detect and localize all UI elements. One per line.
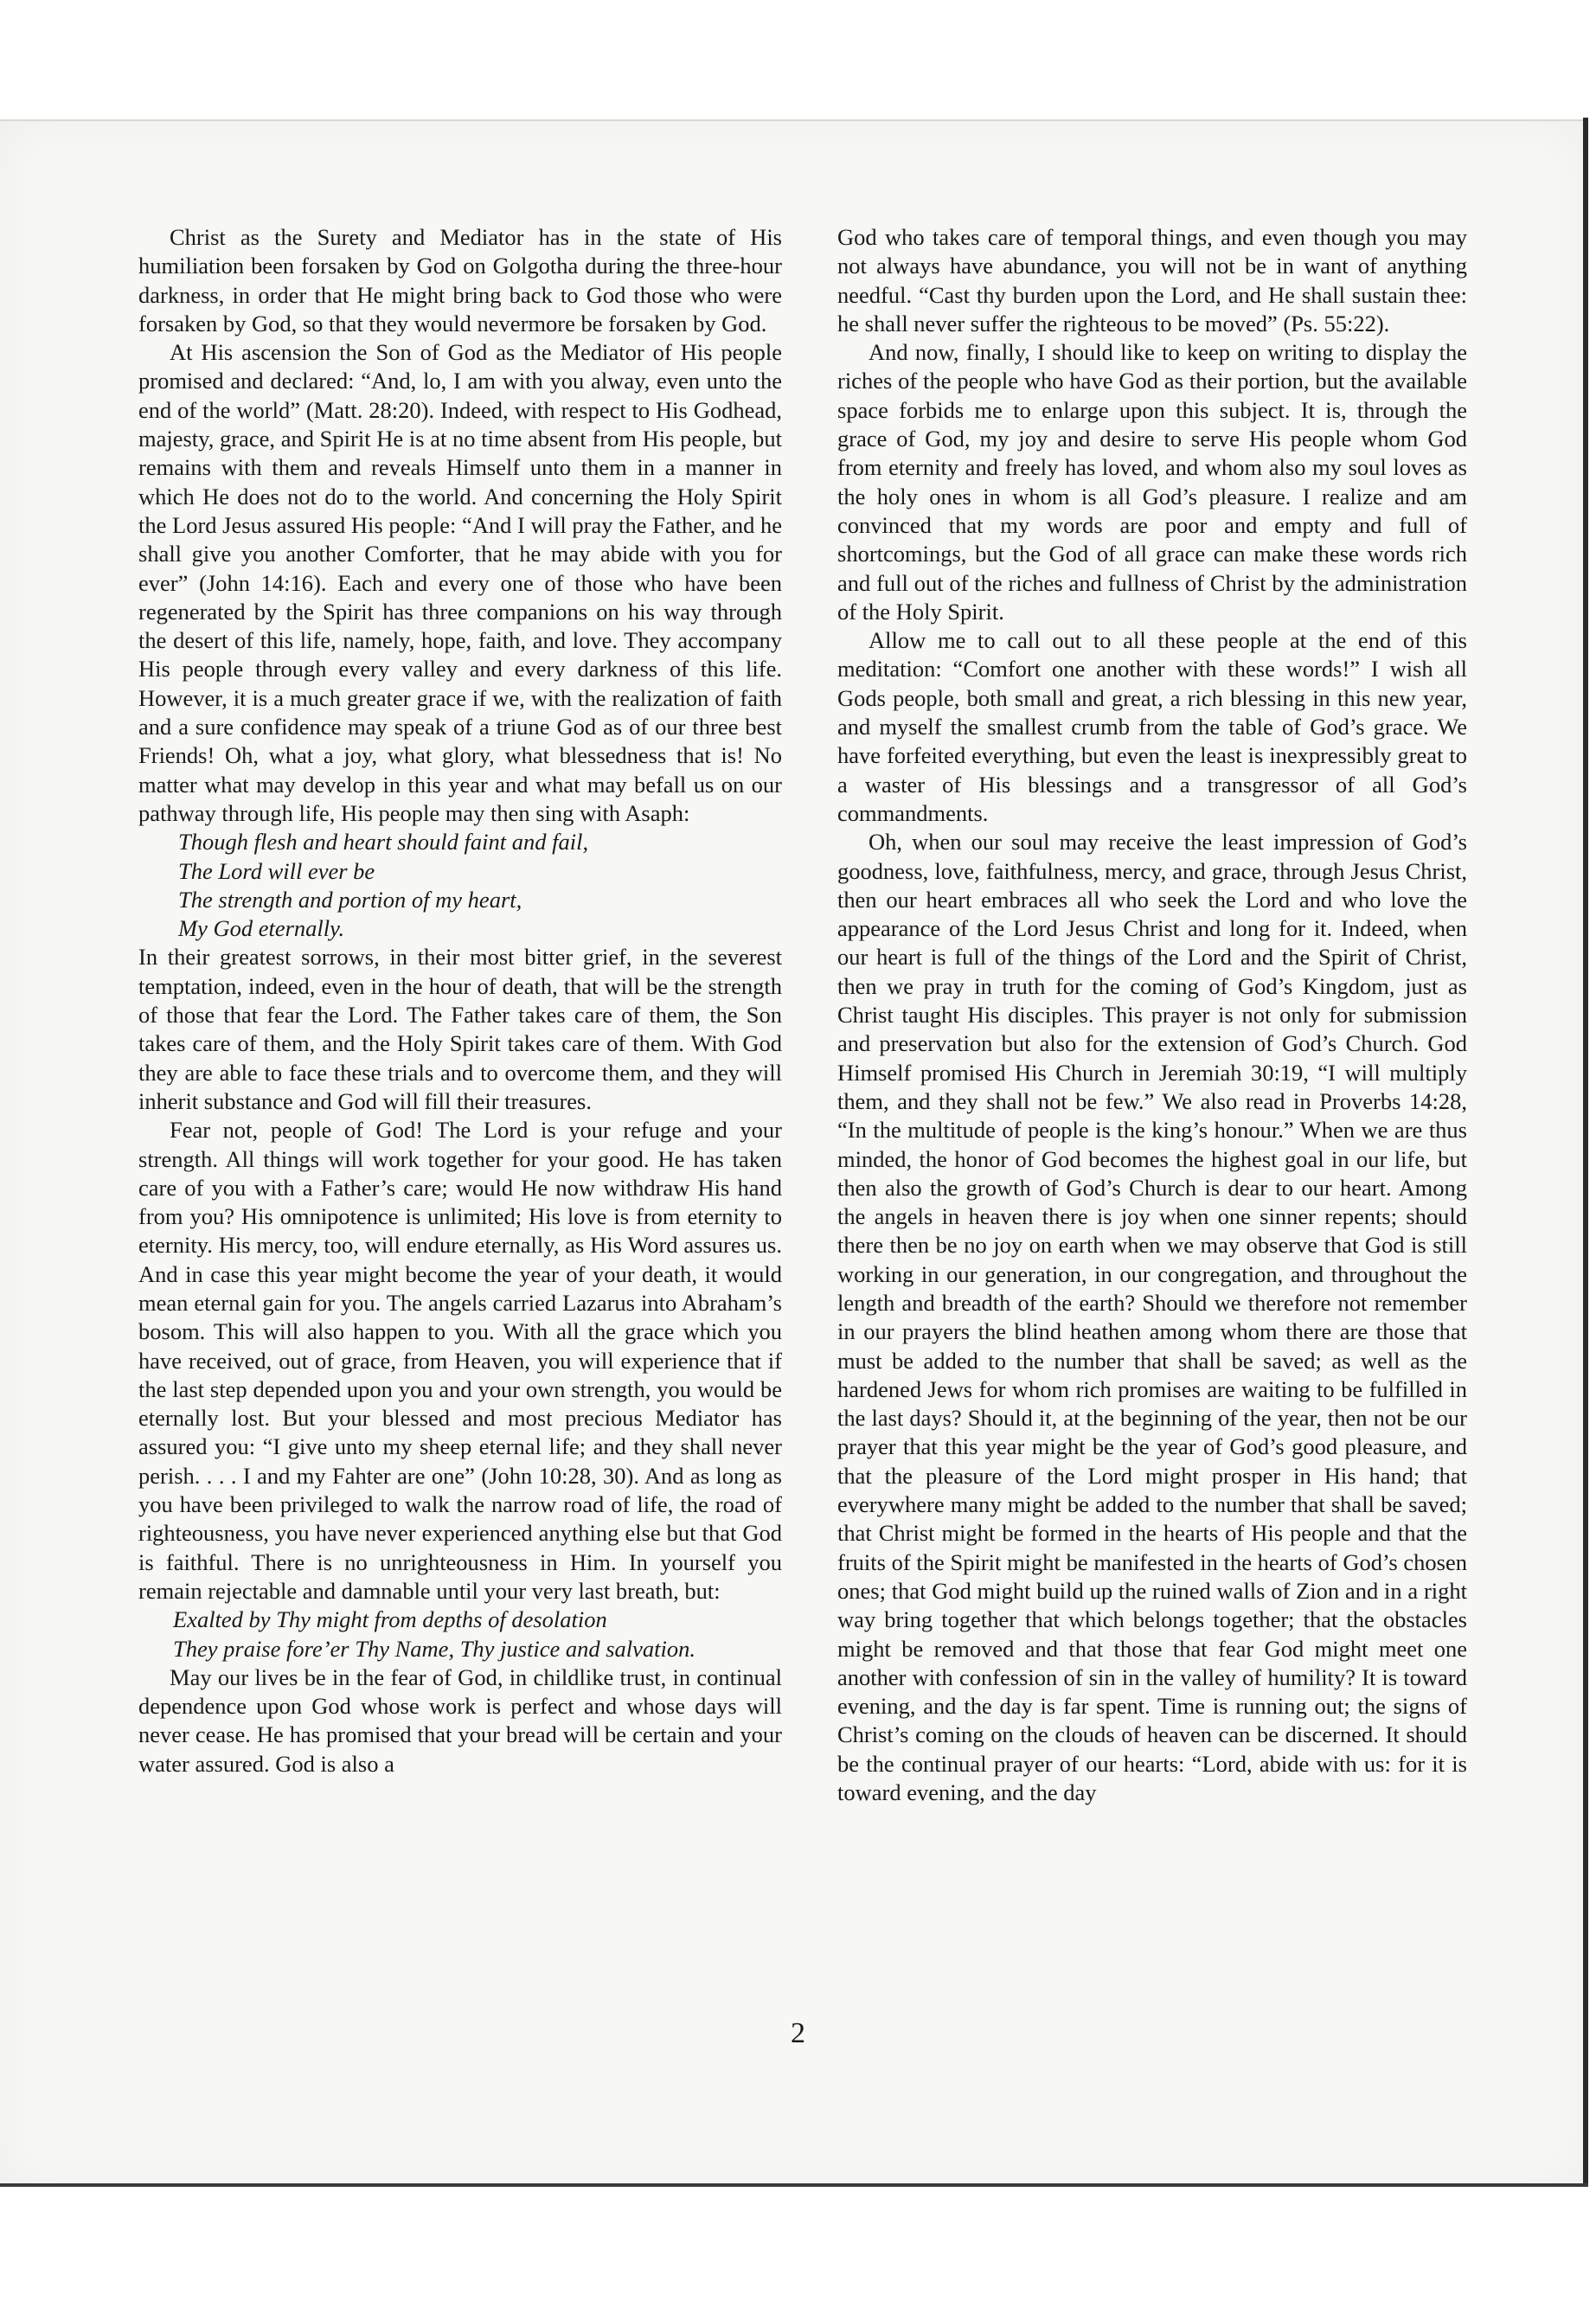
paragraph: May our lives be in the fear of God, in childlike trust, in continual dependence upon God whose work is perfect and whose days will never cease. He has promised that your bread will be certain and your water assured. God is also a — [138, 1663, 782, 1777]
paragraph: And now, finally, I should like to keep on writing to display the riches of the people who have God as their portion, but the available space forbids me to enlarge upon this subject. It is, through the grace of God, my joy and desire to serve His people whom God from eternity and freely has loved, and whom also my soul loves as the holy ones in whom is all God’s pleasure. I realize and am convinced that my words are poor and empty and full of shortcomings, but the God of all grace can make these words rich and full out of the riches and fullness of Christ by the administration of the Holy Spirit. — [837, 339, 1467, 625]
paragraph: In their greatest sorrows, in their most bitter grief, in the severest temptation, indeed, even in the hour of death, that will be the strength of those that fear the Lord. The Father takes care of them, the Son takes care of them, and the Holy Spirit takes care of them. With God they are able to face these trials and to overcome them, and they will inherit substance and God will fill their treasures. — [138, 944, 782, 1114]
paragraph: God who takes care of temporal things, and even though you may not always have abundance, you will not be in want of anything needful. “Cast thy burden upon the Lord, and He shall sustain thee: he shall never suffer the righteous to be moved” (Ps. 55:22). — [837, 224, 1467, 336]
paragraph: Fear not, people of God! The Lord is your refuge and your strength. All things will work together for your good. He has taken care of you with a Father’s care; would He now withdraw His hand from you? His omnipotence is unlimited; His love is from eternity to eternity. His mercy, too, will endure eternally, as His Word assures us. And in case this year might become the year of your death, it would mean eternal gain for you. The angels carried Lazarus into Abraham’s bosom. This will also happen to you. With all the grace which you have received, out of grace, from Heaven, you will experience that if the last step depended upon you and your own strength, you would be eternally lost. But your blessed and most precious Mediator has assured you: “I give unto my sheep eternal life; and they shall never perish. . . . I and my Fahter are one” (John 10:28, 30). And as long as you have been privileged to walk the narrow road of life, the road of righteousness, you have never experienced anything else but that God is faithful. There is no unrighteousness in Him. In yourself you remain rejectable and damnable until your very last breath, but: — [138, 1117, 782, 1604]
page-number: 2 — [791, 2017, 805, 2049]
paragraph: Allow me to call out to all these people at the end of this meditation: “Comfort one another with these words!” I wish all Gods people, both small and great, a rich blessing in this new year, and myself the smallest crumb from the table of God’s grace. We have forfeited everything, but even the least is inexpressibly great to a waster of His blessings and a transgressor of all God’s commandments. — [837, 627, 1467, 826]
verse-quote — [138, 1606, 782, 1663]
paragraph: At His ascension the Son of God as the Mediator of His people promised and declared: “And, lo, I am with you alway, even unto the end of the world” (Matt. 28:20). Indeed, with respect to His Godhead, majesty, grace, and Spirit He is at no time absent from His people, but remains with them and reveals Himself unto them in a manner in which He does not do to the world. And concerning the Holy Spirit the Lord Jesus assured His people: “And I will pray the Father, and he shall give you another Comforter, that he may abide with you for ever” (John 14:16). Each and every one of those who have been regenerated by the Spirit has three companions on his way through the desert of this life, namely, hope, faith, and love. They accompany His people through every valley and every darkness of this life. However, it is a much greater grace if we, with the realization of faith and a sure confidence may speak of a triune God as of our three best Friends! Oh, what a joy, what glory, what blessedness that is! No matter what may develop in this year and what may befall us on our pathway through life, His people may then sing with Asaph: — [138, 339, 782, 826]
paragraph: Christ as the Surety and Mediator has in the state of His humiliation been forsaken by God on Golgotha during the three-hour darkness, in order that He might bring back to God those who were forsaken by God, so that they would nevermore be forsaken by God. — [138, 224, 782, 336]
verse-line: Though flesh and heart should faint and fail, — [178, 829, 589, 856]
paragraph: Oh, when our soul may receive the least impression of God’s goodness, love, faithfulness, mercy, and grace, through Jesus Christ, then our heart embraces all who seek the Lord and who love the appearance of the Lord Jesus Christ and long for it. Indeed, when our heart is full of the things of the Lord and the Spirit of Christ, then we pray in truth for the coming of God’s Kingdom, just as Christ taught His disciples. This prayer is not only for submission and preservation but also for the extension of God’s Church. God Himself promised His Church in Jeremiah 30:19, “I will multiply them, and they shall not be few.” We also read in Proverbs 14:28, “In the multitude of people is the king’s honour.” When we are thus minded, the honor of God becomes the highest goal in our life, but then also the growth of God’s Church is dear to our heart. Among the angels in heaven there is joy when one sinner repents; should there then be no joy on earth when we may observe that God is still working in our generation, in our congregation, and throughout the length and breadth of the earth? Should we therefore not remember in our prayers the blind heathen among whom there are those that must be added to the number that shall be saved; as well as the hardened Jews for whom rich promises are waiting to be fulfilled in the last days? Should it, at the beginning of the year, then not be our prayer that this year might be the year of God’s good pleasure, and that the pleasure of the Lord might prosper in His hand; that everywhere many might be added to the number that shall be saved; that Christ might be formed in the hearts of His people and that the fruits of the Spirit might be manifested in the hearts of God’s chosen ones; that God might build up the ruined walls of Zion and in a right way bring together that which belongs together; that the obstacles might be removed and that those that fear God might meet one another with confession of sin in the valley of humility? It is toward evening, and the day is far spent. Time is running out; the signs of Christ’s coming on the clouds of heaven can be discerned. It should be the continual prayer of our hearts: “Lord, abide with us: for it is toward evening, and the day — [837, 829, 1467, 1806]
page-edge-bottom — [0, 2183, 1588, 2187]
page-edge-right — [1583, 118, 1588, 2187]
verse-line: Exalted by Thy might from depths of desolation — [173, 1606, 607, 1633]
verse-line: The Lord will ever be — [178, 857, 375, 884]
verse-line: The strength and portion of my heart, — [178, 886, 522, 913]
left-column — [138, 223, 782, 1779]
verse-quote — [138, 828, 782, 943]
right-column — [837, 223, 1467, 1807]
verse-line: My God eternally. — [178, 915, 345, 942]
verse-line: They praise fore’er Thy Name, Thy justice and salvation. — [173, 1635, 696, 1662]
